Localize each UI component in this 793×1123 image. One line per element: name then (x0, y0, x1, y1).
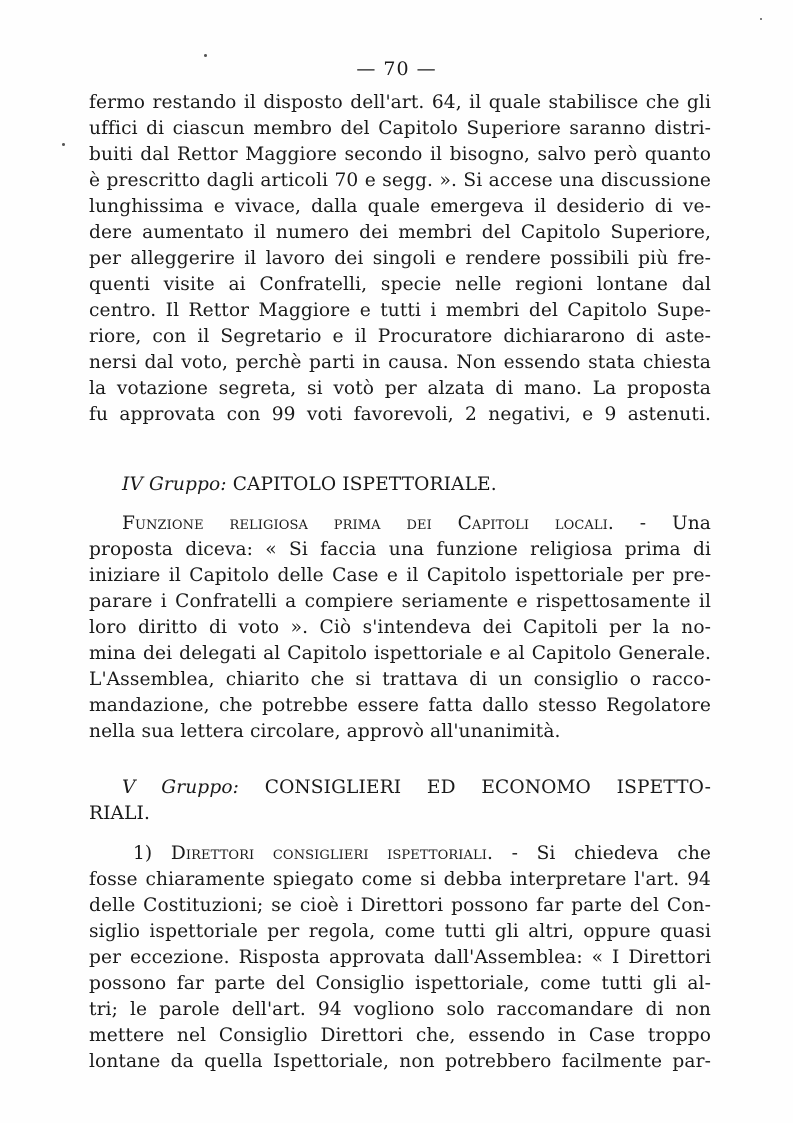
text-line: L'Assemblea, chiarito che si trattava di un consiglio o racco- (89, 669, 711, 690)
text-line: la votazione segreta, si votò per alzata di mano. La proposta (89, 378, 711, 399)
scan-speck (62, 143, 65, 146)
page-number: — 70 — (356, 58, 437, 80)
text-line: tri; le parole dell'art. 94 vogliono solo raccomandare di non (89, 999, 711, 1020)
text-line: delle Costituzioni; se cioè i Direttori possono far parte del Con- (89, 895, 711, 916)
text-run: - Si chiedeva che (511, 843, 712, 864)
text-line (122, 511, 711, 537)
text-line: dere aumentato il numero dei membri del Capitolo Superiore, (89, 222, 711, 243)
text-line: nersi dal voto, perchè parti in causa. Non essendo stata chiesta (89, 352, 711, 373)
text-line: mettere nel Consiglio Direttori che, essendo in Case troppo (89, 1025, 711, 1046)
text-line: quenti visite ai Confratelli, specie nelle regioni lontane dal (89, 274, 711, 295)
text-line: parare i Confratelli a compiere seriamente e rispettosamente il (89, 591, 711, 612)
text-line: lontane da quella Ispettoriale, non potrebbero facilmente par- (89, 1051, 711, 1072)
text-line: buiti dal Rettor Maggiore secondo il bisogno, salvo però quanto (89, 144, 711, 165)
text-line: centro. Il Rettor Maggiore e tutti i membri del Capitolo Supe- (89, 300, 711, 321)
text-line: mina dei delegati al Capitolo ispettoriale e al Capitolo Generale. (89, 643, 711, 664)
text-line: fermo restando il disposto dell'art. 64, il quale stabilisce che gli (89, 92, 711, 113)
scan-speck (760, 18, 762, 20)
subsection-title: Funzione religiosa prima dei Capitoli locali. (122, 513, 614, 534)
text-line: uffici di ciascun membro del Capitolo Superiore saranno distri- (89, 118, 711, 139)
text-line: proposta diceva: « Si faccia una funzione religiosa prima di (89, 539, 711, 560)
text-line: riore, con il Segretario e il Procuratore dichiararono di aste- (89, 326, 711, 347)
text-line: possono far parte del Consiglio ispettoriale, come tutti gli al- (89, 973, 711, 994)
item-number: 1) (133, 843, 153, 864)
text-line: per alleggerire il lavoro dei singoli e rendere possibili più fre- (89, 248, 711, 269)
heading-label: V Gruppo: (122, 777, 239, 798)
text-line: lunghissima e vivace, dalla quale emergeva il desiderio di ve- (89, 196, 711, 217)
text-line: siglio ispettoriale per regola, come tutti gli altri, oppure quasi (89, 921, 711, 942)
heading-title: CAPITOLO ISPETTORIALE. (232, 474, 497, 495)
text-run: - Una (639, 513, 711, 534)
text-line: fu approvata con 99 voti favorevoli, 2 negativi, e 9 astenuti. (89, 404, 711, 425)
text-line: loro diritto di voto ». Ciò s'intendeva dei Capitoli per la no- (89, 617, 711, 638)
text-line: fosse chiaramente spiegato come si debba interpretare l'art. 94 (89, 869, 711, 890)
text-line: è prescritto dagli articoli 70 e segg. ». Si accese una discussione (89, 170, 711, 191)
section-heading-iv (122, 472, 711, 498)
text-line (133, 841, 711, 867)
text-line: per eccezione. Risposta approvata dall'Assemblea: « I Direttori (89, 947, 711, 968)
heading-label: IV Gruppo: (122, 474, 227, 495)
scan-speck (204, 54, 207, 57)
text-line: mandazione, che potrebbe essere fatta dallo stesso Regolatore (89, 695, 711, 716)
heading-title: CONSIGLIERI ED ECONOMO ISPETTO- (264, 777, 711, 798)
section-heading-v-continued: RIALI. (89, 803, 150, 824)
subsection-title: Direttori consiglieri ispettoriali. (170, 843, 493, 864)
text-line: nella sua lettera circolare, approvò all'unanimità. (89, 721, 561, 742)
section-heading-v (122, 775, 711, 801)
text-line: iniziare il Capitolo delle Case e il Capitolo ispettoriale per pre- (89, 565, 711, 586)
